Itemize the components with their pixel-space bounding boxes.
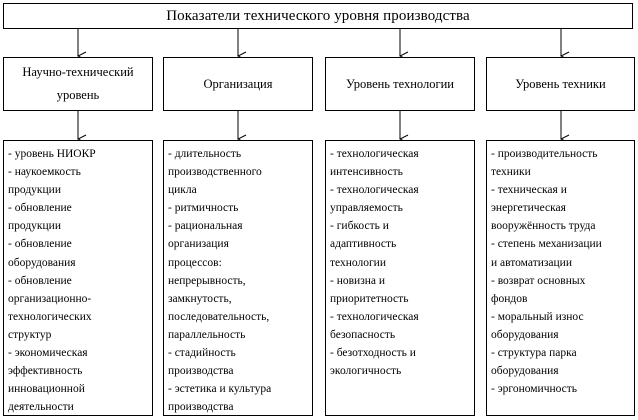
- list-item: - безотходность и экологичность: [330, 347, 416, 378]
- diagram-title: Показатели технического уровня производства: [166, 7, 470, 24]
- list-item: - обновление организационно- технологических структур: [8, 274, 92, 341]
- diagram-title-box: [3, 3, 633, 29]
- list-item: - новизна и приоритетность: [330, 274, 409, 305]
- list-item: - гибкость и адаптивность технологии: [330, 220, 397, 269]
- category-label: Организация: [203, 76, 273, 91]
- list-item: - обновление оборудования: [8, 238, 76, 269]
- list-item: - наукоемкость продукции: [8, 166, 81, 197]
- category-label: Уровень техники: [515, 76, 606, 91]
- category-label: Уровень технологии: [345, 76, 454, 91]
- list-item: - структура парка оборудования: [491, 347, 577, 378]
- indicator-list-organization: [163, 140, 313, 416]
- list-item: - экономическая эффективность инновационной деятельности: [8, 347, 88, 414]
- indicator-list-technology-level: [325, 140, 475, 416]
- category-box-technology-level: [325, 57, 475, 111]
- list-item: - производительность техники: [491, 148, 598, 179]
- list-item: - технологическая безопасность: [330, 310, 419, 341]
- list-item: - возврат основных фондов: [491, 274, 586, 305]
- list-item: - обновление продукции: [8, 202, 72, 233]
- list-item: - уровень НИОКР: [8, 148, 96, 160]
- category-box-organization: [163, 57, 313, 111]
- list-item: - моральный износ оборудования: [491, 310, 584, 341]
- category-label: Научно-технический уровень: [22, 65, 134, 102]
- category-box-scientific-technical: [3, 57, 153, 111]
- list-item: - рациональная организация процессов: непрерывность, замкнутость, последовательность, параллельность: [168, 220, 270, 341]
- list-item: - эргономичность: [491, 383, 578, 396]
- indicator-list-equipment-level: [486, 140, 635, 416]
- list-item: - степень механизации и автоматизации: [491, 238, 602, 269]
- list-item: - ритмичность: [168, 202, 239, 215]
- category-box-equipment-level: [486, 57, 635, 111]
- indicator-list-scientific-technical: [3, 140, 153, 416]
- list-item: - эстетика и культура производства: [168, 383, 272, 414]
- list-item: - технологическая интенсивность: [330, 148, 419, 179]
- list-item: - стадийность производства: [168, 347, 236, 378]
- list-item: - техническая и энергетическая вооружённость труда: [491, 184, 596, 233]
- list-item: - длительность производственного цикла: [168, 148, 262, 197]
- list-item: - технологическая управляемость: [330, 184, 419, 215]
